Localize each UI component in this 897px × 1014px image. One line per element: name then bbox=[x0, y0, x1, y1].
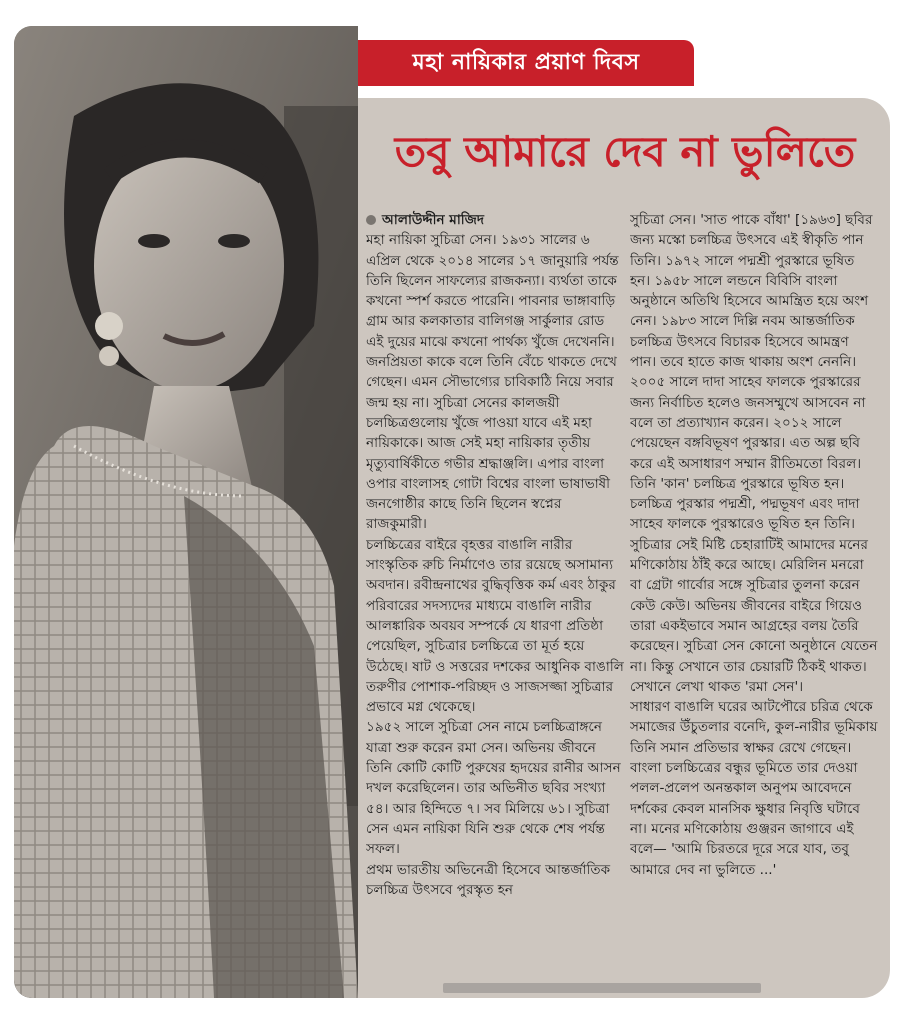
paragraph: মহা নায়িকা সুচিত্রা সেন। ১৯৩১ সালের ৬ এপ্রিল থেকে ২০১৪ সালের ১৭ জানুয়ারি পর্যন্ত তিনি ছিলেন সাফল্যের রাজকন্যা। ব্যর্থতা তাকে কখনো স্পর্শ করতে পারেনি। পাবনার ভাঙ্গাবাড়ি গ্রাম আর কলকাতার বালিগঞ্জ সার্কুলার রোড এই দুয়ের মাঝে কখনো পার্থক্য খুঁজে দেখেননি। জনপ্রিয়তা কাকে বলে তিনি বেঁচে থাকতে দেখে গেছেন। এমন সৌভাগ্যের চাবিকাঠি নিয়ে সবার জন্ম হয় না। সুচিত্রা সেনের কালজয়ী চলচ্চিত্রগুলোয় খুঁজে পাওয়া যাবে এই মহা নায়িকাকে। আজ সেই মহা নায়িকার তৃতীয় মৃত্যুবার্ষিকীতে গভীর শ্রদ্ধাঞ্জলি। এপার বাংলা ওপার বাংলাসহ গোটা বিশ্বের বাংলা ভাষাভাষী জনগোষ্ঠীর কাছে তিনি ছিলেন স্বপ্নের রাজকুমারী। bbox=[366, 232, 619, 533]
portrait-photo bbox=[14, 26, 358, 998]
paragraph: সুচিত্রার সেই মিষ্টি চেহারাটিই আমাদের মনের মণিকোঠায় ঠাঁই করে আছে। মেরিলিন মনরো বা গ্রেটা গার্বোর সঙ্গে সুচিত্রার তুলনা করেন কেউ কেউ। অভিনয় জীবনের বাইরে গিয়েও তারা একইভাবে সমান আগ্রহের বলয় তৈরি করেছেন। সুচিত্রা সেন কোনো অনুষ্ঠানে যেতেন না। কিন্তু সেখানে তার চেয়ারটি ঠিকই থাকত। সেখানে লেখা থাকত 'রমা সেন'। bbox=[630, 536, 878, 695]
paragraph: ১৯৫২ সালে সুচিত্রা সেন নামে চলচ্চিত্রাঙ্গনে যাত্রা শুরু করেন রমা সেন। অভিনয় জীবনে তিনি কোটি কোটি পুরুষের হৃদয়ের রানীর আসন দখল করেছিলেন। তার অভিনীত ছবির সংখ্যা ৫৪। আর হিন্দিতে ৭। সব মিলিয়ে ৬১। সুচিত্রা সেন এমন নায়িকা যিনি শুরু থেকে শেষ পর্যন্ত সফল। bbox=[366, 719, 621, 858]
article-column-right bbox=[630, 210, 878, 970]
author-name: আলাউদ্দীন মাজিদ bbox=[382, 212, 484, 228]
section-banner: মহা নায়িকার প্রয়াণ দিবস bbox=[358, 40, 694, 86]
portrait-illustration bbox=[14, 26, 358, 998]
paragraph: প্রথম ভারতীয় অভিনেত্রী হিসেবে আন্তর্জাতিক চলচ্চিত্র উৎসবে পুরস্কৃত হন bbox=[366, 861, 611, 898]
paragraph: সুচিত্রা সেন। 'সাত পাকে বাঁধা' [১৯৬৩] ছবির জন্য মস্কো চলচ্চিত্র উৎসবে এই স্বীকৃতি পান তিনি। ১৯৭২ সালে পদ্মশ্রী পুরস্কারে ভূষিত হন। ১৯৫৮ সালে লন্ডনে বিবিসি বাংলা অনুষ্ঠানে অতিথি হিসেবে আমন্ত্রিত হয়ে অংশ নেন। ১৯৮৩ সালে দিল্লি নবম আন্তর্জাতিক চলচ্চিত্র উৎসবে বিচারক হিসেবে আমন্ত্রণ পান। তবে হাতে কাজ থাকায় অংশ নেননি। ২০০৫ সালে দাদা সাহেব ফালকে পুরস্কারের জন্য নির্বাচিত হলেও জনসম্মুখে আসবেন না বলে তা প্রত্যাখ্যান করেন। ২০১২ সালে পেয়েছেন বঙ্গবিভূষণ পুরস্কার। এত অল্প ছবি করে এই অসাধারণ সম্মান রীতিমতো বিরল। তিনি 'কান' চলচ্চিত্র পুরস্কারে ভূষিত হন। চলচ্চিত্র পুরস্কার পদ্মশ্রী, পদ্মভূষণ এবং দাদা সাহেব ফালকে পুরস্কারেও ভূষিত হন তিনি। bbox=[630, 212, 873, 533]
article-column-left bbox=[366, 210, 624, 970]
paragraph: সাধারণ বাঙালি ঘরের আটপৌরে চরিত্র থেকে সমাজের উঁচুতলার বনেদি, কুল-নারীর ভূমিকায় তিনি সমান প্রতিভার স্বাক্ষর রেখে গেছেন। বাংলা চলচ্চিত্রের বন্ধুর ভূমিতে তার দেওয়া পলল-প্রলেপ অনন্তকাল অনুপম আবেদনে দর্শকের কেবল মানসিক ক্ষুধার নিবৃত্তি ঘটাবে না। মনের মণিকোঠায় গুঞ্জরন জাগাবে এই বলে— 'আমি চিরতরে দূরে সরে যাব, তবু আমারে দেব না ভুলিতে ...' bbox=[630, 699, 878, 878]
article-headline: তবু আমারে দেব না ভুলিতে bbox=[394, 127, 856, 176]
bullet-icon bbox=[366, 215, 376, 225]
horizontal-scrollbar[interactable] bbox=[443, 983, 761, 993]
byline bbox=[366, 210, 624, 230]
paragraph: চলচ্চিত্রের বাইরে বৃহত্তর বাঙালি নারীর সাংস্কৃতিক রুচি নির্মাণেও তার রয়েছে অসামান্য অবদান। রবীন্দ্রনাথের বুদ্ধিবৃত্তিক কর্ম এবং ঠাকুর পরিবারের সদস্যদের মাধ্যমে বাঙালি নারীর আলঙ্কারিক অবয়ব সম্পর্কে যে ধারণা প্রতিষ্ঠা পেয়েছিল, সুচিত্রার চলচ্চিত্রে তা মূর্ত হয়ে উঠেছে। ষাট ও সত্তরের দশকের আধুনিক বাঙালি তরুণীর পোশাক-পরিচ্ছদ ও সাজসজ্জা সুচিত্রার প্রভাবে মগ্ন থেকেছে। bbox=[366, 536, 624, 716]
